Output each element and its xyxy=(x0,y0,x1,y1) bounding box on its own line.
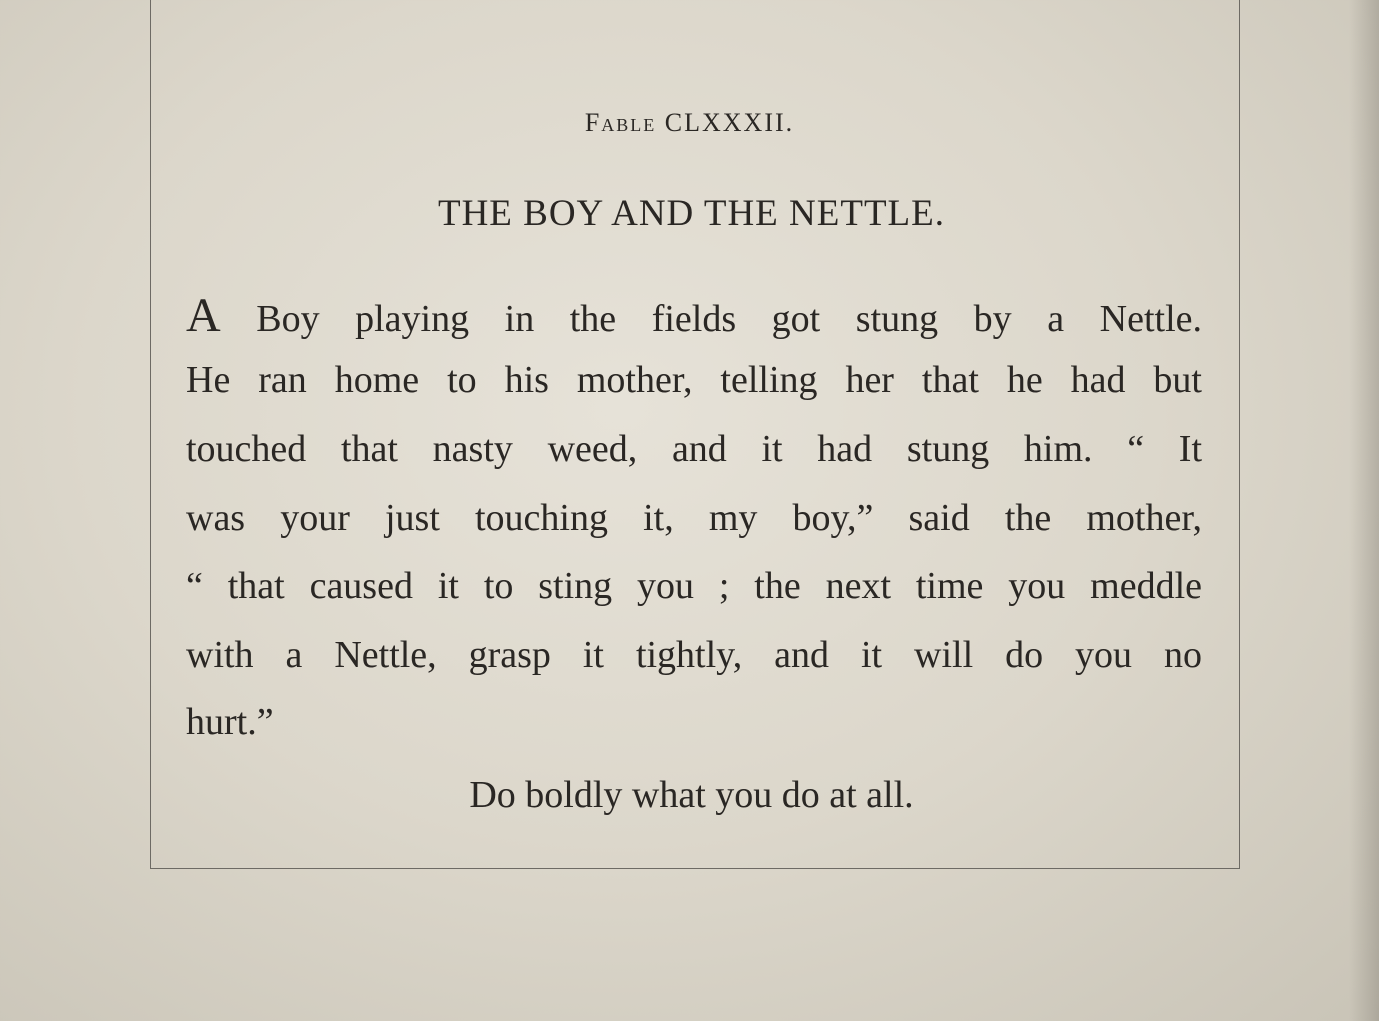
text-line: touched that nasty weed, and it had stung him. “ It xyxy=(186,428,1202,470)
text-line: hurt.” xyxy=(186,701,274,743)
fable-title: THE BOY AND THE NETTLE. xyxy=(437,193,946,234)
moral: Do boldly what you do at all. xyxy=(469,774,914,816)
text-line: “ that caused it to sting you ; the next time you meddle xyxy=(186,565,1202,607)
text-line: with a Nettle, grasp it tightly, and it will do you no xyxy=(186,634,1202,676)
text-line: was your just touching it, my boy,” said the mother, xyxy=(186,497,1202,539)
page-edge-shadow xyxy=(1349,0,1379,1021)
line-text: Boy playing in the fields got stung by a Nettle. xyxy=(220,298,1202,340)
fable-number: Fable CLXXXII. xyxy=(584,108,795,137)
drop-letter: A xyxy=(186,289,221,342)
text-line: He ran home to his mother, telling her that he had but xyxy=(186,359,1202,401)
text-line xyxy=(186,288,1202,343)
